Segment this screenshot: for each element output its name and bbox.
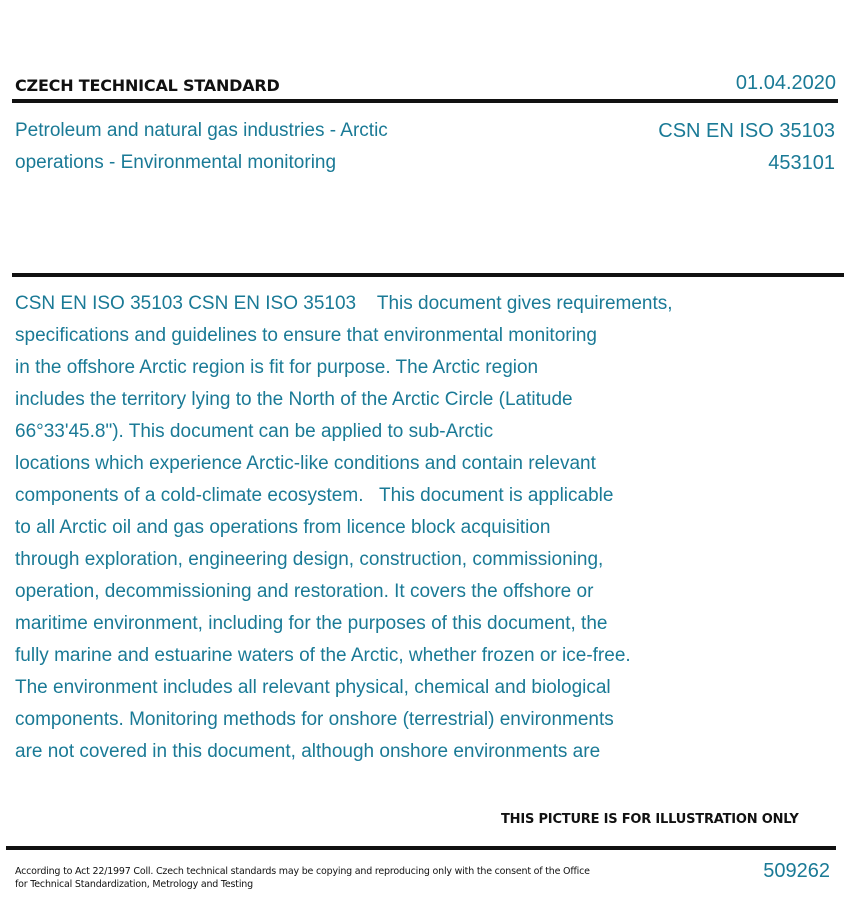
document-title-line: Petroleum and natural gas industries - Arctic — [15, 120, 388, 141]
document-title-line: operations - Environmental monitoring — [15, 152, 337, 173]
footer-divider — [6, 846, 836, 850]
header-divider — [12, 99, 838, 103]
abstract-line: fully marine and estuarine waters of the Arctic, whether frozen or ice-free. — [15, 645, 631, 666]
section-divider — [12, 273, 844, 277]
standard-code: CSN EN ISO 35103 — [658, 120, 835, 142]
illustration-notice: THIS PICTURE IS FOR ILLUSTRATION ONLY — [501, 812, 799, 827]
catalog-number: 509262 — [763, 860, 830, 882]
abstract-line: to all Arctic oil and gas operations from licence block acquisition — [15, 517, 551, 538]
standard-header-title: CZECH TECHNICAL STANDARD — [15, 76, 280, 95]
abstract-line: components. Monitoring methods for onshore (terrestrial) environments — [15, 709, 614, 730]
document-codes — [658, 115, 835, 179]
abstract-line: are not covered in this document, although onshore environments are — [15, 741, 601, 762]
abstract-line: maritime environment, including for the purposes of this document, the — [15, 613, 608, 634]
copyright-notice-line: for Technical Standardization, Metrology and Testing — [15, 879, 253, 890]
publication-date: 01.04.2020 — [735, 72, 836, 94]
abstract-text — [15, 288, 775, 768]
copyright-notice — [15, 865, 595, 891]
abstract-line: through exploration, engineering design, construction, commissioning, — [15, 549, 604, 570]
copyright-notice-line: According to Act 22/1997 Coll. Czech technical standards may be copying and reproducing only with the consent of the Office — [15, 866, 590, 877]
abstract-line: CSN EN ISO 35103 CSN EN ISO 35103 This document gives requirements, — [15, 293, 673, 314]
document-title — [15, 115, 485, 179]
abstract-line: locations which experience Arctic-like conditions and contain relevant — [15, 453, 596, 474]
abstract-line: operation, decommissioning and restoration. It covers the offshore or — [15, 581, 594, 602]
abstract-line: specifications and guidelines to ensure that environmental monitoring — [15, 325, 597, 346]
abstract-line: includes the territory lying to the North of the Arctic Circle (Latitude — [15, 389, 573, 410]
abstract-line: in the offshore Arctic region is fit for purpose. The Arctic region — [15, 357, 539, 378]
classification-number: 453101 — [768, 152, 835, 174]
abstract-line: components of a cold-climate ecosystem. This document is applicable — [15, 485, 614, 506]
abstract-line: The environment includes all relevant physical, chemical and biological — [15, 677, 611, 698]
abstract-line: 66°33'45.8"). This document can be applied to sub-Arctic — [15, 421, 494, 442]
